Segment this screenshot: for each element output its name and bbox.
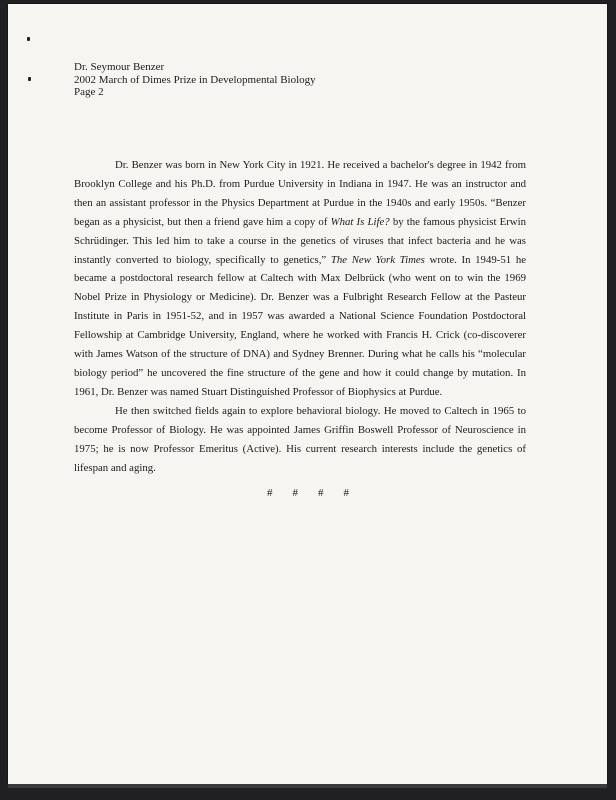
paragraph-text: by the famous physicist Erwin Schrüdinger. This led him to take a course in the genetics of viruses that infect bacteria and he was instantly converted to biology, specifically to genetics,” (74, 215, 526, 266)
newspaper-title: The New York Times (330, 253, 425, 266)
book-title: What Is Life? (330, 215, 390, 228)
paragraph-text: wrote. In 1949-51 he became a postdoctoral research fellow at Caltech with Max Delbrück (who went on to win the 1969 Nobel Prize in Physiology or Medicine). Dr. Benzer was a Fulbright Research Fellow at the Pasteur Institute in Paris in 1951-52, and in 1957 was awarded a National Science Foundation Postdoctoral Fellowship at Cambridge University, England, where he worked with Francis H. Crick (co-discoverer with James Watson of the structure of DNA) and Sydney Brenner. During what he calls his “molecular biology period” he uncovered the fine structure of the gene and how it could change by mutation. In 1961, Dr. Benzer was named Stuart Distinguished Professor of Biophysics at Purdue. (74, 253, 527, 398)
closing-marks (0, 487, 616, 499)
hash-mark: # (267, 487, 273, 499)
paragraph-biography (74, 156, 526, 402)
scan-speck (28, 77, 31, 81)
paragraph-text: Dr. Benzer was born in New York City in 1921. He received a bachelor's degree in 1942 from Brooklyn College and his Ph.D. from Purdue University in Indiana in 1947. He was an instructor and then an assistant professor in the Physics Department at Purdue in the 1940s and early 1950s. “Benzer began as a physicist, but then a friend gave him a copy of (74, 159, 526, 228)
header-prize: 2002 March of Dimes Prize in Developmental Biology (74, 73, 316, 86)
hash-mark: # (292, 487, 298, 499)
hash-mark: # (318, 487, 324, 499)
scan-speck (27, 37, 30, 41)
header-name: Dr. Seymour Benzer (74, 61, 165, 73)
paragraph-career: He then switched fields again to explore behavioral biology. He moved to Caltech in 1965 to become Professor of Biology. He was appointed James Griffin Boswell Professor of Neuroscience in 1975; he is now Professor Emeritus (Active). His current research interests include the genetics of lifespan and aging. (74, 404, 526, 474)
page-bottom-edge (8, 784, 607, 788)
document-body (74, 156, 526, 477)
header-page-number: Page 2 (74, 86, 104, 98)
letter-header (74, 61, 316, 99)
hash-mark: # (343, 487, 349, 499)
